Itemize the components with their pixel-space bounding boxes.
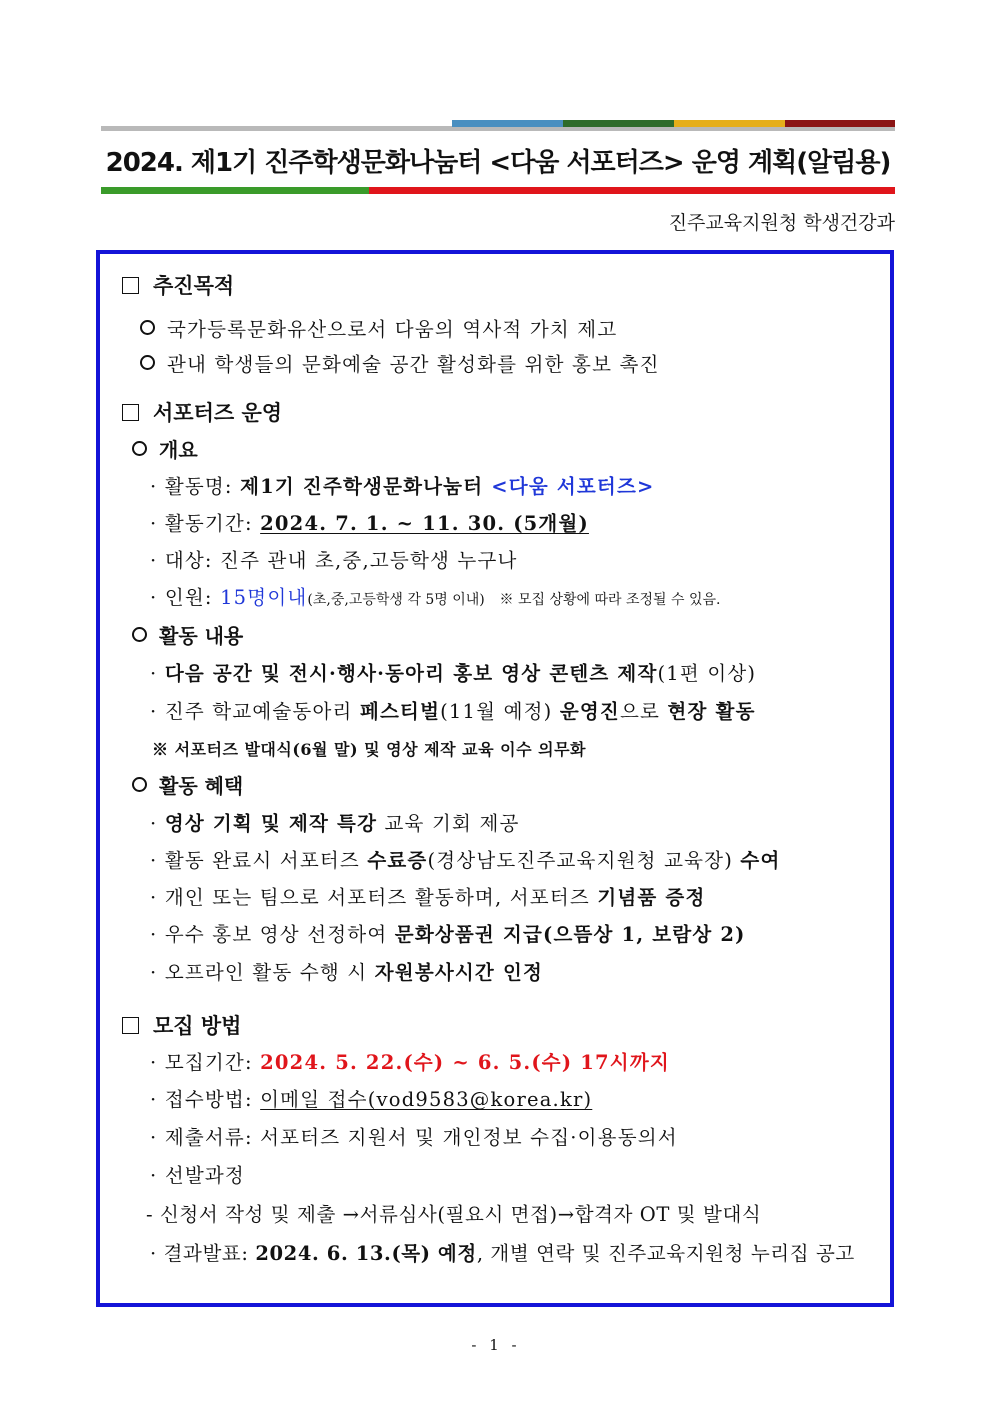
document-title: 2024. 제1기 진주학생문화나눔터 <다움 서포터즈> 운영 계획(알림용) — [105, 148, 891, 178]
checkbox-square-icon — [122, 1017, 139, 1034]
benefit-item: · 우수 홍보 영상 선정하여 문화상품권 지급(으뜸상 1, 보람상 2) — [150, 923, 746, 946]
content-box — [96, 250, 894, 1307]
purpose-item: 국가등록문화유산으로서 다움의 역사적 가치 제고 — [140, 314, 617, 342]
overview-target: · 대상: 진주 관내 초,중,고등학생 누구나 — [150, 549, 518, 572]
department-name: 진주교육지원청 학생건강과 — [668, 212, 895, 234]
subheading-activities: 활동 내용 — [132, 620, 243, 649]
activity-item: · 다음 공간 및 전시·행사·동아리 홍보 영상 콘텐츠 제작(1편 이상) — [150, 662, 757, 685]
page-number: - 1 - — [471, 1336, 521, 1354]
circle-bullet-icon — [140, 355, 155, 370]
subheading-benefits: 활동 혜택 — [132, 770, 243, 799]
recruit-announce: · 결과발표: 2024. 6. 13.(목) 예정, 개별 연락 및 진주교육지원청 누리집 공고 — [150, 1242, 855, 1265]
recruit-selection: · 선발과정 — [150, 1164, 245, 1187]
activity-note: ※ 서포터즈 발대식(6월 말) 및 영상 제작 교육 이수 의무화 — [152, 740, 586, 759]
circle-bullet-icon — [132, 777, 147, 792]
section-heading-purpose: 추진목적 — [122, 270, 234, 300]
accent-segment-maroon — [785, 120, 895, 127]
accent-segment-blue — [452, 120, 563, 127]
checkbox-square-icon — [122, 404, 139, 421]
benefit-item: · 활동 완료시 서포터즈 수료증(경상남도진주교육지원청 교육장) 수여 — [150, 849, 781, 872]
title-underline-green — [101, 187, 369, 194]
circle-bullet-icon — [132, 441, 147, 456]
section-heading-recruit: 모집 방법 — [122, 1010, 241, 1040]
activity-item: · 진주 학교예술동아리 페스티벌(11월 예정) 운영진으로 현장 활동 — [150, 700, 756, 723]
section-heading-operation: 서포터즈 운영 — [122, 397, 282, 427]
purpose-item: 관내 학생들의 문화예술 공간 활성화를 위한 홍보 촉진 — [140, 349, 660, 377]
overview-name: · 활동명: 제1기 진주학생문화나눔터 <다움 서포터즈> — [150, 475, 655, 498]
accent-segment-green — [563, 120, 674, 127]
recruit-method: · 접수방법: 이메일 접수(vod9583@korea.kr) — [150, 1088, 593, 1111]
benefit-item: · 개인 또는 팀으로 서포터즈 활동하며, 서포터즈 기념품 증정 — [150, 886, 706, 909]
recruit-documents: · 제출서류: 서포터즈 지원서 및 개인정보 수집·이용동의서 — [150, 1126, 678, 1149]
recruit-process: - 신청서 작성 및 제출 →서류심사(필요시 면접)→합격자 OT 및 발대식 — [146, 1203, 762, 1226]
checkbox-square-icon — [122, 277, 139, 294]
circle-bullet-icon — [140, 320, 155, 335]
title-underline-red — [369, 187, 895, 194]
subheading-overview: 개요 — [132, 434, 198, 463]
benefit-item: · 오프라인 활동 수행 시 자원봉사시간 인정 — [150, 961, 544, 984]
accent-segment-yellow — [674, 120, 785, 127]
overview-people: · 인원: 15명이내(초,중,고등학생 각 5명 이내) ※ 모집 상황에 따라 조정될 수 있음. — [150, 586, 721, 609]
circle-bullet-icon — [132, 627, 147, 642]
overview-period: · 활동기간: 2024. 7. 1. ~ 11. 30. (5개월) — [150, 512, 589, 535]
benefit-item: · 영상 기획 및 제작 특강 교육 기회 제공 — [150, 812, 520, 835]
recruit-period: · 모집기간: 2024. 5. 22.(수) ~ 6. 5.(수) 17시까지 — [150, 1051, 670, 1074]
